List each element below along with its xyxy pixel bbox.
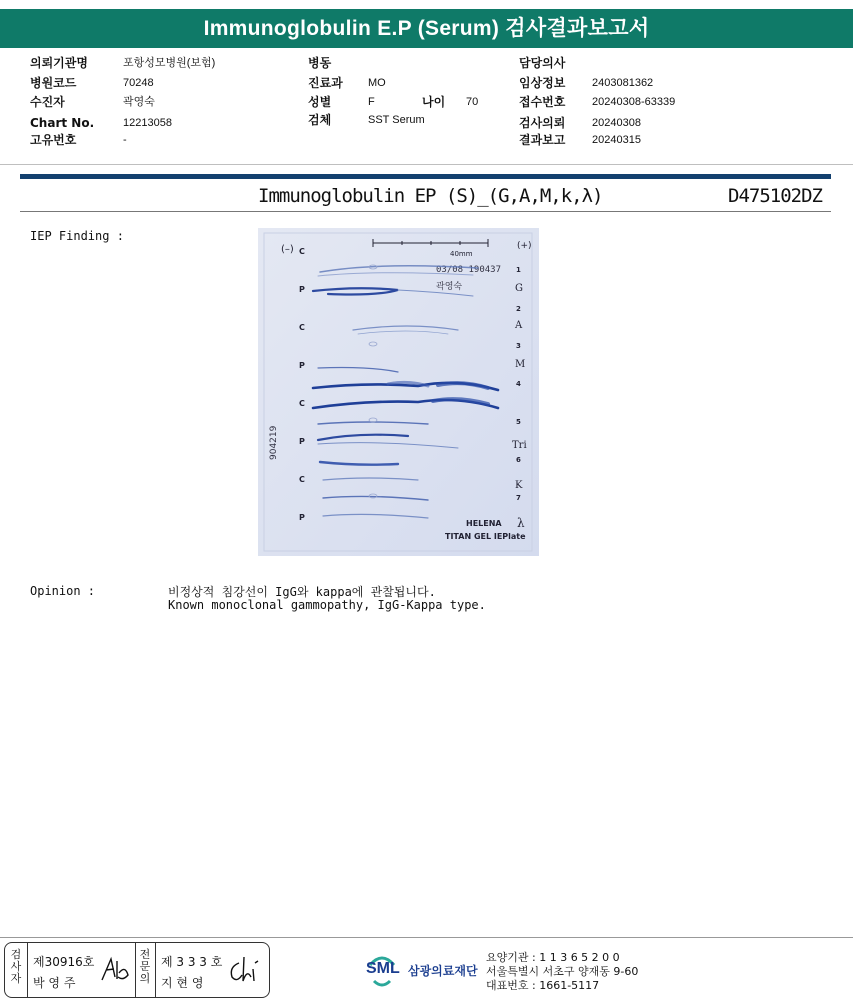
- org-name: 삼광의료재단: [408, 964, 478, 978]
- opinion-label: Opinion :: [30, 584, 96, 598]
- sign1-signature: [99, 955, 131, 985]
- gel-antiserum-m: M: [515, 359, 526, 370]
- value-patient: 곽영숙: [123, 96, 155, 108]
- gel-plus-label: (+): [517, 241, 532, 251]
- value-hospital-code: 70248: [123, 77, 154, 89]
- gel-mark-p: P: [299, 513, 305, 522]
- signature-box: [4, 942, 270, 998]
- label-institution: 의뢰기관명: [30, 56, 88, 70]
- label-doctor: 담당의사: [519, 56, 566, 70]
- gel-well-number: 4: [516, 380, 521, 388]
- value-unique-no: -: [123, 134, 127, 146]
- report-title: Immunoglobulin E.P (Serum) 검사결과보고서: [0, 9, 853, 48]
- label-ward: 병동: [308, 56, 332, 70]
- value-chart-no: 12213058: [123, 117, 172, 129]
- value-request-date: 20240308: [592, 117, 641, 129]
- value-receipt-no: 20240308-63339: [592, 96, 676, 108]
- iep-finding-label: IEP Finding :: [30, 229, 124, 243]
- section-divider: [20, 174, 831, 179]
- opinion-korean: 비정상적 침강선이 IgG와 kappa에 관찰됩니다.: [168, 585, 436, 599]
- gel-well-number: 3: [516, 342, 521, 350]
- value-age: 70: [466, 96, 479, 108]
- label-report-date: 결과보고: [519, 133, 566, 147]
- sign2-role: 전 문 의: [139, 948, 151, 985]
- org-institution-code: 요양기관 : 1 1 3 6 5 2 0 0: [486, 951, 620, 964]
- label-receipt-no: 접수번호: [519, 95, 566, 109]
- sml-logo-text: SML: [366, 960, 400, 977]
- value-sex: F: [368, 96, 375, 108]
- gel-well-number: 1: [516, 266, 521, 274]
- label-specimen: 검체: [308, 113, 332, 127]
- sign1-role: 검 사 자: [10, 948, 22, 985]
- value-department: MO: [368, 77, 386, 89]
- label-patient: 수진자: [30, 95, 65, 109]
- gel-side-code: 904219: [269, 425, 279, 460]
- gel-mark-c: C: [299, 475, 305, 484]
- test-divider: [20, 211, 831, 212]
- gel-minus-label: (–): [281, 244, 294, 255]
- gel-antiserum-lambda: λ: [517, 516, 525, 530]
- gel-well-number: 2: [516, 305, 521, 313]
- label-clinical-info: 임상정보: [519, 76, 566, 90]
- sign2-name: 지 현 영: [161, 976, 204, 990]
- gel-well-number: 6: [516, 456, 521, 464]
- gel-well-number: 5: [516, 418, 521, 426]
- gel-mark-c: C: [299, 247, 305, 256]
- org-phone: 대표번호 : 1661-5117: [486, 979, 600, 992]
- iep-gel-image: [258, 228, 539, 556]
- opinion-english: Known monoclonal gammopathy, IgG-Kappa type.: [168, 598, 486, 612]
- sml-logo: [364, 949, 478, 993]
- gel-patient-name: 곽영숙: [436, 282, 463, 292]
- gel-antiserum-tri: Tri: [512, 440, 527, 451]
- label-chart-no: Chart No.: [30, 116, 95, 130]
- label-sex: 성별: [308, 95, 332, 109]
- header-info: [0, 48, 853, 165]
- gel-brand: HELENA: [466, 519, 502, 528]
- gel-antiserum-k: K: [515, 480, 523, 491]
- value-specimen: SST Serum: [368, 114, 425, 126]
- gel-mark-p: P: [299, 285, 305, 294]
- label-age: 나이: [422, 95, 446, 109]
- gel-mark-c: C: [299, 323, 305, 332]
- gel-mark-p: P: [299, 437, 305, 446]
- label-hospital-code: 병원코드: [30, 76, 77, 90]
- org-address: 서울특별시 서초구 양재동 9-60: [486, 965, 639, 978]
- gel-product: TITAN GEL IEPlate: [445, 532, 526, 541]
- sign1-license: 제30916호: [33, 955, 95, 969]
- gel-antiserum-a: A: [515, 320, 523, 331]
- label-unique-no: 고유번호: [30, 133, 77, 147]
- test-name: Immunoglobulin EP (S)_(G,A,M,k,λ): [258, 185, 603, 207]
- value-institution: 포항성모병원(보험): [123, 57, 216, 69]
- gel-mark-p: P: [299, 361, 305, 370]
- test-code: D475102DZ: [728, 185, 822, 207]
- gel-mark-c: C: [299, 399, 305, 408]
- value-report-date: 20240315: [592, 134, 641, 146]
- footer-divider: [0, 937, 853, 938]
- sign1-name: 박 영 주: [33, 976, 76, 990]
- label-request-date: 검사의뢰: [519, 116, 566, 130]
- value-clinical-info: 2403081362: [592, 77, 654, 89]
- gel-scale-label: 40mm: [450, 250, 473, 258]
- sign2-signature: [227, 955, 263, 985]
- sign2-license: 제 3 3 3 호: [161, 955, 223, 969]
- gel-well-number: 7: [516, 494, 521, 502]
- label-department: 진료과: [308, 76, 343, 90]
- gel-antiserum-g: G: [515, 283, 523, 294]
- gel-date-id: 03/08 190437: [436, 265, 502, 275]
